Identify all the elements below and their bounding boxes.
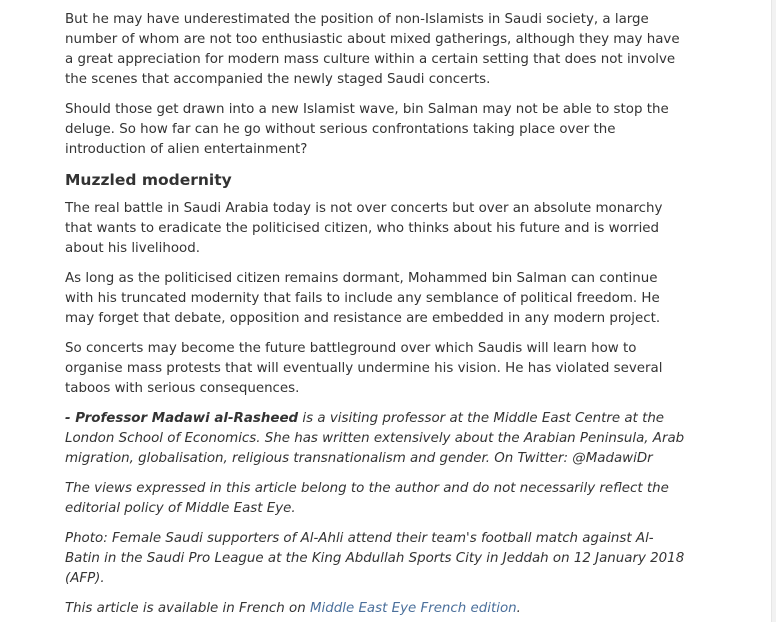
author-name bbox=[65, 411, 298, 426]
editorial-disclaimer: The views expressed in this article belong to the author and do not necessarily reflect the editorial policy of Middle East Eye. bbox=[65, 481, 669, 516]
article-paragraph: The real battle in Saudi Arabia today is not over concerts but over an absolute monarchy that wants to eradicate the politicised citizen, who thinks about his future and is worried about his livelihood. bbox=[65, 201, 663, 256]
french-edition-link[interactable]: Middle East Eye French edition bbox=[309, 601, 517, 616]
article-paragraph: As long as the politicised citizen remains dormant, Mohammed bin Salman can continue with his truncated modernity that fails to include any semblance of political freedom. He may forget that debate, opposition and resistance are embedded in any modern project. bbox=[65, 271, 661, 326]
article-paragraph: But he may have underestimated the position of non-Islamists in Saudi society, a large number of whom are not too enthusiastic about mixed gatherings, although they may have a great appreciation for modern mass culture within a certain setting that does not involve the scenes that accompanied the newly staged Saudi concerts. bbox=[65, 12, 680, 87]
page-edge-divider bbox=[771, 0, 776, 622]
availability-text: This article is available in French on bbox=[65, 601, 310, 616]
availability-note bbox=[65, 599, 685, 619]
article-paragraph: Should those get drawn into a new Islamist wave, bin Salman may not be able to stop the deluge. So how far can he go without serious confrontations taking place over the introduction of alien entertainment? bbox=[65, 102, 669, 157]
author-name-text: Professor Madawi al-Rasheed bbox=[75, 411, 299, 426]
author-bio-prefix: - bbox=[65, 411, 76, 426]
availability-suffix: . bbox=[516, 601, 521, 616]
photo-caption: Photo: Female Saudi supporters of Al-Ahli attend their team's football match against Al-Batin in the Saudi Pro League at the King Abdullah Sports City in Jeddah on 12 January 2018 (AFP). bbox=[65, 531, 685, 586]
article-body bbox=[65, 10, 685, 622]
author-bio bbox=[65, 409, 685, 469]
author-bio-text: is a visiting professor at the Middle East Centre at the London School of Economics. She has written extensively about the Arabian Peninsula, Arab migration, globalisation, religious transnationalism and gender. On Twitter: @MadawiDr bbox=[65, 411, 685, 466]
article-paragraph: So concerts may become the future battleground over which Saudis will learn how to organise mass protests that will eventually undermine his vision. He has violated several taboos with serious consequences. bbox=[65, 341, 663, 396]
section-heading: Muzzled modernity bbox=[65, 171, 232, 189]
